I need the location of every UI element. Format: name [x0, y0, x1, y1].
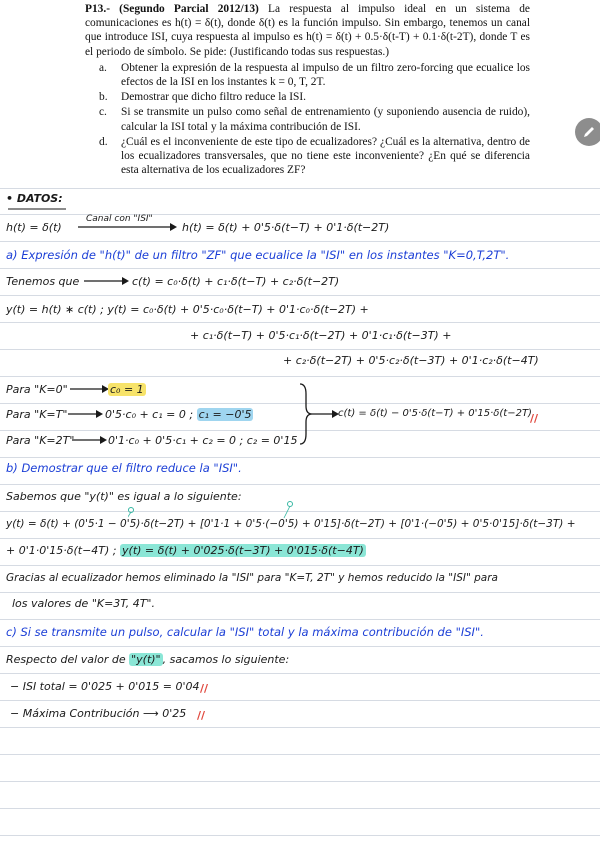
ruled-line [0, 619, 600, 620]
respecto-text-a: Respecto del valor de [6, 653, 126, 666]
ruled-line [0, 808, 600, 809]
list-item [85, 135, 530, 178]
pencil-icon [582, 125, 596, 139]
gracias-line-2: los valores de "K=3T, 4T". [12, 597, 155, 610]
kT-eq-text: 0'5·c₀ + c₁ = 0 ; [105, 408, 194, 421]
tenemos-label: Tenemos que [6, 275, 80, 288]
k2T-label: Para "K=2T" [6, 434, 75, 447]
k0-label: Para "K=0" [6, 383, 68, 396]
max-contribution-tick-mark: // [197, 709, 206, 722]
item-text: Demostrar que dicho filtro reduce la ISI. [121, 91, 307, 104]
c-expression: c(t) = c₀·δ(t) + c₁·δ(t−T) + c₂·δ(t−2T) [132, 275, 340, 288]
list-item [85, 90, 530, 104]
yb-line-2a: + 0'1·0'15·δ(t−4T) ; [6, 544, 117, 557]
item-text: Si se transmite un pulso como señal de entrenamiento (y suponiendo ausencia de ruido), calcular la ISI total y la máxima contribución de ISI. [121, 106, 530, 133]
brace-arrow [296, 382, 342, 446]
result-tick-mark: // [530, 412, 539, 425]
item-letter: a. [99, 61, 107, 74]
sabemos-text: Sabemos que "y(t)" es igual a lo siguiente: [6, 490, 242, 503]
ruled-line [0, 188, 600, 189]
datos-heading: • DATOS: [6, 192, 63, 205]
underline-mark [8, 207, 68, 211]
y-line-2: + c₁·δ(t−T) + 0'5·c₁·δ(t−2T) + 0'1·c₁·δ(t−3T) + [190, 329, 452, 342]
ruled-line [0, 295, 600, 296]
yb-line-1: y(t) = δ(t) + (0'5·1 − 0'5)·δ(t−2T) + [0'1·1 + 0'5·(−0'5) + 0'15]·δ(t−2T) + [0'1·(−0'5) + 0'5·0'15]·δ(t−3T) + [6, 518, 576, 530]
section-b-heading: b) Demostrar que el filtro reduce la "ISI". [6, 461, 242, 475]
arrow-icon [78, 221, 178, 233]
arrow-icon [68, 408, 104, 420]
section-a-heading: a) Expresión de "h(t)" de un filtro "ZF" que ecualice la "ISI" en los instantes "K=0,T,2T". [6, 248, 510, 262]
ruled-line [0, 538, 600, 539]
problem-items [85, 61, 530, 178]
k2T-equation [108, 434, 297, 448]
ruled-line [0, 565, 600, 566]
ruled-line [0, 457, 600, 458]
respecto-text-b: , sacamos lo siguiente: [162, 653, 290, 666]
list-item [85, 61, 530, 89]
ruled-line [0, 646, 600, 647]
ruled-line [0, 835, 600, 836]
c2-value: c₂ = 0'15 [246, 434, 298, 447]
ruled-line [0, 376, 600, 377]
ruled-line [0, 673, 600, 674]
problem-intro [85, 2, 530, 59]
c-result: c(t) = δ(t) − 0'5·δ(t−T) + 0'15·δ(t−2T) [338, 408, 532, 419]
item-letter: b. [99, 91, 108, 104]
max-contribution: − Máxima Contribución ⟶ 0'25 [10, 707, 187, 720]
k0-value [108, 383, 146, 397]
arrow-icon [70, 383, 110, 395]
h-ideal: h(t) = δ(t) [6, 221, 62, 234]
ruled-line [0, 592, 600, 593]
kT-equation [105, 408, 253, 422]
section-c-heading: c) Si se transmite un pulso, calcular la "ISI" total y la máxima contribución de "ISI". [6, 625, 484, 639]
h-channel: h(t) = δ(t) + 0'5·δ(t−T) + 0'1·δ(t−2T) [182, 221, 390, 234]
problem-text: La respuesta al impulso ideal en un sistema de comunicaciones es h(t) = δ(t), donde δ(t) es la función impulso. Sin embargo, tenemos un canal que introduce ISI, cuya respuesta al impulso es h(t) = δ(t) + 0.5·δ(t-T) + 0.1·δ(t-2T), donde T es el periodo de símbolo. Se pide: (Justificando todas sus respuestas.) [85, 3, 530, 58]
item-letter: c. [99, 106, 107, 119]
c0-highlight: c₀ = 1 [110, 383, 144, 396]
arrow-icon [72, 434, 108, 446]
problem-title: P13.- (Segundo Parcial 2012/13) [85, 3, 259, 15]
problem-statement [85, 2, 530, 178]
c1-highlight: c₁ = −0'5 [198, 408, 252, 421]
respecto-line [6, 653, 289, 667]
y-highlight: "y(t)" [131, 653, 161, 666]
edit-pencil-button[interactable] [575, 118, 600, 146]
ruled-line [0, 268, 600, 269]
k2T-eq-text: 0'1·c₀ + 0'5·c₁ + c₂ = 0 ; [108, 434, 244, 447]
ruled-line [0, 241, 600, 242]
item-text: ¿Cuál es el inconveniente de este tipo de ecualizadores? ¿Cuál es la alternativa, dentro de los ecualizadores transversales, que no tiene este inconveniente? ¿En qué se diferencia esta alternativa de los ecualizadores ZF? [121, 135, 530, 177]
yb-line-2 [6, 544, 366, 558]
ruled-line [0, 349, 600, 350]
y-line-1: y(t) = h(t) ∗ c(t) ; y(t) = c₀·δ(t) + 0'5·c₀·δ(t−T) + 0'1·c₀·δ(t−2T) + [6, 303, 369, 316]
y-line-3: + c₂·δ(t−2T) + 0'5·c₂·δ(t−3T) + 0'1·c₂·δ(t−4T) [283, 354, 539, 367]
ruled-line [0, 322, 600, 323]
item-text: Obtener la expresión de la respuesta al impulso de un filtro zero-forcing que ecualice los efectos de la ISI en los instantes k = 0, T, 2T. [121, 61, 530, 89]
isi-total: − ISI total = 0'025 + 0'015 = 0'04 [10, 680, 200, 693]
ruled-line [0, 700, 600, 701]
ruled-line [0, 781, 600, 782]
item-letter: d. [99, 135, 108, 148]
arrow-icon [84, 275, 130, 287]
y-result-highlight: y(t) = δ(t) + 0'025·δ(t−3T) + 0'015·δ(t−4T) [122, 544, 364, 557]
isi-total-tick-mark: // [200, 682, 209, 695]
kT-label: Para "K=T" [6, 408, 68, 421]
ruled-line [0, 754, 600, 755]
list-item [85, 105, 530, 133]
gracias-line-1: Gracias al ecualizador hemos eliminado la "ISI" para "K=T, 2T" y hemos reducido la "ISI" para [6, 572, 498, 584]
channel-arrow-label: Canal con "ISI" [86, 214, 153, 224]
ruled-line [0, 484, 600, 485]
ruled-line [0, 727, 600, 728]
